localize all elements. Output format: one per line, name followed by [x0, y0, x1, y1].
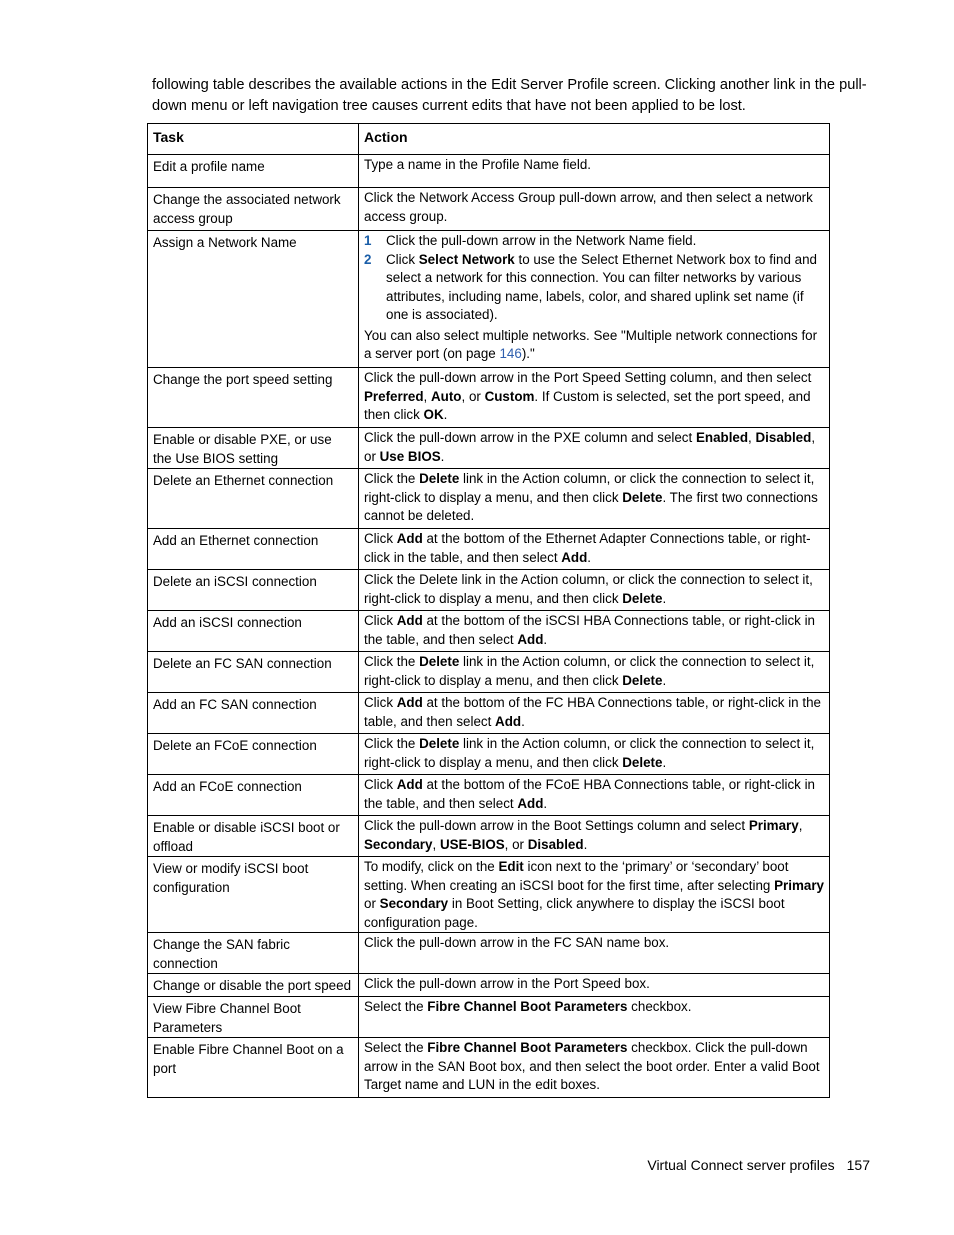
table-row — [148, 1038, 830, 1098]
text-run: icon next to the ‘primary’ or ‘secondary’ boot setting. When creating an iSCSI boot for the first time, after selecting — [364, 859, 789, 893]
task-cell: Add an Ethernet connection — [148, 529, 359, 570]
text-run: Click — [386, 251, 419, 267]
text-run: Click — [364, 695, 397, 710]
ui-term: Delete — [419, 471, 460, 486]
step-number: 2 — [364, 251, 372, 267]
action-cell — [359, 155, 830, 188]
task-cell: Delete an FCoE connection — [148, 734, 359, 775]
text-run: . — [543, 795, 548, 811]
text-run: Click the — [364, 736, 420, 751]
page-footer — [647, 1157, 870, 1173]
text-run: Type a name in the Profile Name field. — [364, 157, 592, 172]
task-cell: Enable or disable iSCSI boot or offload — [148, 816, 359, 857]
step-number: 1 — [364, 233, 372, 248]
text-run: , — [432, 836, 440, 852]
action-cell — [359, 188, 830, 231]
ui-term: Delete — [622, 754, 663, 770]
action-note — [364, 327, 824, 364]
ui-term: Secondary — [364, 836, 433, 852]
text-run: checkbox. — [627, 999, 692, 1014]
text-run: link in the Action column, or click the connection to select it, right-click to display a menu, and then click — [364, 736, 815, 770]
ui-term: Secondary — [379, 896, 449, 911]
ui-term: Add — [396, 613, 423, 628]
text-run: To modify, click on the — [364, 859, 499, 874]
ui-term: Delete — [419, 736, 460, 751]
action-cell — [359, 469, 830, 529]
page-number: 157 — [846, 1157, 870, 1173]
action-cell — [359, 974, 830, 997]
ui-term: Delete — [622, 672, 663, 688]
task-cell: Enable or disable PXE, or use the Use BIOS setting — [148, 428, 359, 469]
task-cell: Change the associated network access group — [148, 188, 359, 231]
table-body — [148, 155, 830, 1098]
action-cell — [359, 816, 830, 857]
text-run: Select the — [364, 999, 428, 1014]
ui-term: USE-BIOS — [439, 836, 505, 852]
text-run: Click the pull-down arrow in the FC SAN name box. — [364, 935, 670, 950]
text-run: . — [443, 407, 448, 422]
text-run: . — [543, 631, 548, 647]
action-cell — [359, 231, 830, 368]
text-run: at the bottom of the FC HBA Connections table, or right-click in the table, and then select — [364, 695, 821, 729]
table-row — [148, 974, 830, 997]
text-run: Click — [364, 777, 397, 792]
table-row — [148, 857, 830, 933]
text-run: Click the pull-down arrow in the Boot Settings column and select — [364, 818, 749, 833]
text-run: , — [748, 430, 756, 445]
task-cell: Change or disable the port speed — [148, 974, 359, 997]
ui-term: Primary — [774, 877, 824, 893]
task-cell: Change the SAN fabric connection — [148, 933, 359, 974]
action-cell — [359, 428, 830, 469]
action-cell — [359, 529, 830, 570]
ui-term: Disabled — [527, 836, 584, 852]
table-row — [148, 816, 830, 857]
text-run: , or — [364, 430, 816, 464]
action-cell — [359, 933, 830, 974]
task-cell: Add an iSCSI connection — [148, 611, 359, 652]
action-cell — [359, 570, 830, 611]
task-cell: View or modify iSCSI boot configuration — [148, 857, 359, 933]
ui-term: Disabled — [755, 430, 812, 445]
table-row — [148, 652, 830, 693]
ui-term: Select Network — [418, 251, 515, 267]
action-cell — [359, 734, 830, 775]
step-item — [364, 251, 824, 325]
action-cell — [359, 652, 830, 693]
task-cell: Assign a Network Name — [148, 231, 359, 368]
footer-section-title: Virtual Connect server profiles — [647, 1157, 835, 1173]
text-run: Select the — [364, 1040, 428, 1055]
ui-term: Add — [396, 777, 423, 792]
text-run: Click — [364, 531, 397, 546]
ui-term: Add — [495, 713, 522, 729]
task-cell: Enable Fibre Channel Boot on a port — [148, 1038, 359, 1098]
task-cell: Delete an Ethernet connection — [148, 469, 359, 529]
table-header-row — [148, 124, 830, 155]
table-row — [148, 693, 830, 734]
step-item — [364, 232, 824, 251]
ui-term: Add — [396, 531, 423, 546]
text-run: , or — [504, 836, 528, 852]
text-run: . — [521, 713, 525, 729]
table-row — [148, 529, 830, 570]
text-run: at the bottom of the Ethernet Adapter Connections table, or right-click in the table, and then select — [364, 531, 811, 565]
ui-term: Delete — [622, 489, 663, 505]
action-cell — [359, 693, 830, 734]
header-task: Task — [148, 124, 359, 155]
text-run: link in the Action column, or click the connection to select it, right-click to display a menu, and then click — [364, 471, 815, 505]
text-run: Click the — [364, 471, 420, 486]
ui-term: Use BIOS — [379, 448, 441, 464]
action-cell — [359, 775, 830, 816]
text-run: . The first two connections cannot be deleted. — [364, 489, 818, 523]
task-cell: Add an FCoE connection — [148, 775, 359, 816]
task-cell: Delete an iSCSI connection — [148, 570, 359, 611]
task-cell: View Fibre Channel Boot Parameters — [148, 997, 359, 1038]
ui-term: Edit — [498, 859, 524, 874]
text-run: . — [587, 549, 592, 565]
table-row — [148, 570, 830, 611]
table-row — [148, 775, 830, 816]
task-action-table — [147, 123, 830, 1098]
action-cell — [359, 997, 830, 1038]
text-run: You can also select multiple networks. See "Multiple network connections for a server port (on page — [364, 327, 818, 361]
ui-term: OK — [423, 407, 444, 422]
text-run: Click the pull-down arrow in the Port Speed box. — [364, 976, 650, 991]
step-list — [364, 232, 824, 325]
text-run: Click — [364, 613, 397, 628]
text-run: , — [798, 818, 803, 833]
text-run: at the bottom of the FCoE HBA Connections table, or right-click in the table, and then select — [364, 777, 816, 811]
ui-term: Auto — [431, 388, 462, 404]
ui-term: Primary — [748, 818, 799, 833]
text-run: . If Custom is selected, set the port speed, and then click — [364, 388, 811, 422]
text-run: in Boot Setting, click anywhere to display the iSCSI boot configuration page. — [364, 896, 785, 930]
action-cell — [359, 1038, 830, 1098]
ui-term: Custom — [484, 388, 535, 404]
text-run: or — [364, 896, 380, 911]
table-row — [148, 368, 830, 428]
ui-term: Enabled — [695, 430, 749, 445]
table-row — [148, 428, 830, 469]
text-run: . — [662, 590, 667, 606]
ui-term: Add — [517, 795, 544, 811]
text-run: Click the — [364, 654, 420, 669]
text-run: . — [662, 754, 667, 770]
action-cell — [359, 611, 830, 652]
text-run: checkbox. Click the pull-down arrow in the SAN Boot box, and then select the boot order. Enter a valid Boot Target name and LUN in the edit boxes. — [364, 1040, 820, 1092]
text-run: Click the Network Access Group pull-down arrow, and then select a network access group. — [364, 190, 813, 224]
text-run: Click the Delete link in the Action column, or click the connection to select it, right-click to display a menu, and then click — [364, 572, 813, 606]
ui-term: Delete — [419, 654, 460, 669]
task-cell: Delete an FC SAN connection — [148, 652, 359, 693]
text-run: )." — [521, 346, 535, 361]
ui-term: Add — [561, 549, 588, 565]
table-row — [148, 997, 830, 1038]
ui-term: Add — [517, 631, 544, 647]
table-row — [148, 155, 830, 188]
table-row — [148, 933, 830, 974]
text-run: Click the pull-down arrow in the PXE column and select — [364, 430, 696, 445]
ui-term: Fibre Channel Boot Parameters — [427, 1040, 628, 1055]
text-run: . — [583, 836, 588, 852]
text-run: , or — [461, 388, 485, 404]
task-cell: Edit a profile name — [148, 155, 359, 188]
ui-term: Fibre Channel Boot Parameters — [427, 999, 628, 1014]
text-run: . — [662, 672, 667, 688]
ui-term: Add — [396, 695, 423, 710]
table-row — [148, 231, 830, 368]
intro-paragraph: following table describes the available actions in the Edit Server Profile screen. Clicking another link in the pull-down menu or left navigation tree causes current edits that have not been applied to be lost. — [152, 77, 867, 114]
ui-term: Preferred — [364, 388, 424, 404]
ui-term: Delete — [622, 590, 663, 606]
page-reference-link[interactable]: 146 — [499, 346, 522, 361]
task-cell: Add an FC SAN connection — [148, 693, 359, 734]
text-run: . — [440, 448, 445, 464]
table-row — [148, 611, 830, 652]
text-run: to use the Select Ethernet Network box to find and select a network for this connection. You can filter networks by various attributes, including name, labels, color, and shared uplink set name (if one is associated). — [386, 251, 817, 322]
text-run: link in the Action column, or click the connection to select it, right-click to display a menu, and then click — [364, 654, 815, 688]
action-cell — [359, 857, 830, 933]
text-run: , — [423, 388, 431, 404]
table-row — [148, 188, 830, 231]
text-run: Click the pull-down arrow in the Network Name field. — [386, 233, 697, 248]
text-run: at the bottom of the iSCSI HBA Connections table, or right-click in the table, and then select — [364, 613, 816, 647]
header-action: Action — [359, 124, 830, 155]
table-row — [148, 734, 830, 775]
table-row — [148, 469, 830, 529]
text-run: Click the pull-down arrow in the Port Speed Setting column, and then select — [364, 370, 812, 385]
action-cell — [359, 368, 830, 428]
task-cell: Change the port speed setting — [148, 368, 359, 428]
